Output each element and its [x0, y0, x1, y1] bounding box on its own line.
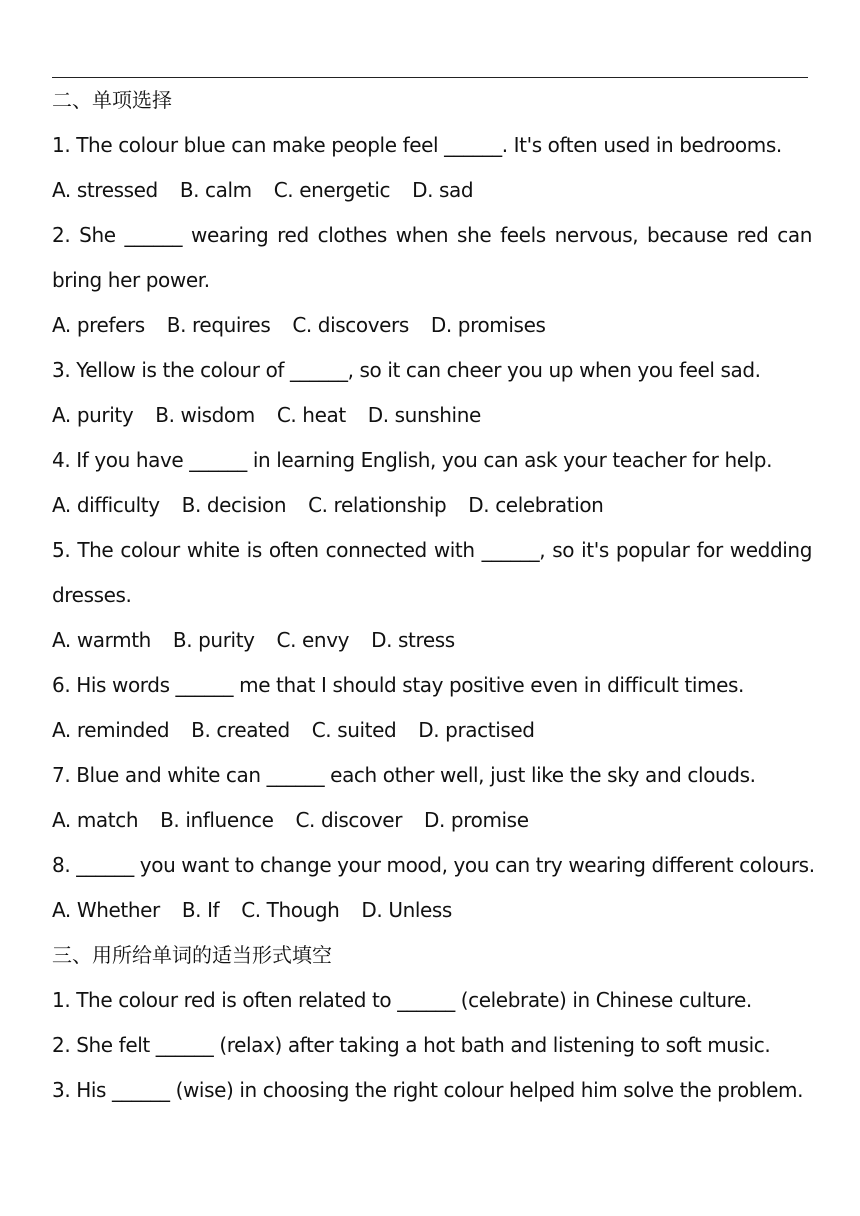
- option-row: [52, 393, 812, 438]
- option-d[interactable]: D. sunshine: [367, 403, 481, 427]
- option-c[interactable]: C. envy: [276, 628, 350, 652]
- option-b[interactable]: B. If: [181, 898, 220, 922]
- option-b[interactable]: B. created: [191, 718, 290, 742]
- option-d[interactable]: D. promises: [430, 313, 546, 337]
- option-row: [52, 708, 812, 753]
- option-row: [52, 303, 812, 348]
- option-b[interactable]: B. requires: [166, 313, 271, 337]
- option-a[interactable]: A. reminded: [52, 718, 170, 742]
- question-2: [52, 213, 812, 348]
- option-b[interactable]: B. wisdom: [155, 403, 255, 427]
- question-stem: 5. The colour white is often connected with ______, so it's popular for wedding dresses.: [52, 538, 812, 607]
- question-stem: 1. The colour blue can make people feel ______. It's often used in bedrooms.: [52, 133, 782, 157]
- fill-in-item-2: 2. She felt ______ (relax) after taking a hot bath and listening to soft music.: [52, 1033, 771, 1057]
- question-stem: 6. His words ______ me that I should stay positive even in difficult times.: [52, 673, 744, 697]
- section-heading-multiple-choice: 二、单项选择: [52, 88, 172, 112]
- option-c[interactable]: C. suited: [311, 718, 397, 742]
- option-c[interactable]: C. discovers: [292, 313, 409, 337]
- option-d[interactable]: D. celebration: [468, 493, 604, 517]
- worksheet: [52, 78, 815, 1113]
- option-b[interactable]: B. purity: [172, 628, 255, 652]
- fill-in-item-1: 1. The colour red is often related to ______ (celebrate) in Chinese culture.: [52, 988, 752, 1012]
- question-stem: 4. If you have ______ in learning English, you can ask your teacher for help.: [52, 448, 773, 472]
- option-c[interactable]: C. heat: [276, 403, 346, 427]
- option-a[interactable]: A. purity: [52, 403, 134, 427]
- option-a[interactable]: A. stressed: [52, 178, 158, 202]
- option-d[interactable]: D. Unless: [361, 898, 452, 922]
- option-a[interactable]: A. difficulty: [52, 493, 160, 517]
- option-row: [52, 483, 812, 528]
- question-5: [52, 528, 812, 663]
- question-stem: 8. ______ you want to change your mood, you can try wearing different colours.: [52, 853, 815, 877]
- option-row: [52, 168, 812, 213]
- option-d[interactable]: D. stress: [371, 628, 455, 652]
- option-row: [52, 618, 812, 663]
- option-c[interactable]: C. energetic: [273, 178, 391, 202]
- option-a[interactable]: A. Whether: [52, 898, 160, 922]
- option-d[interactable]: D. promise: [424, 808, 529, 832]
- option-c[interactable]: C. relationship: [308, 493, 447, 517]
- option-row: [52, 798, 812, 843]
- option-d[interactable]: D. practised: [418, 718, 535, 742]
- question-3: [52, 348, 812, 438]
- option-row: [52, 888, 812, 933]
- option-a[interactable]: A. warmth: [52, 628, 151, 652]
- question-stem: 7. Blue and white can ______ each other well, just like the sky and clouds.: [52, 763, 756, 787]
- option-b[interactable]: B. decision: [181, 493, 287, 517]
- question-4: [52, 438, 812, 528]
- question-7: [52, 753, 812, 843]
- fill-in-item-3: 3. His ______ (wise) in choosing the right colour helped him solve the problem.: [52, 1078, 804, 1102]
- option-d[interactable]: D. sad: [412, 178, 474, 202]
- question-stem: 3. Yellow is the colour of ______, so it can cheer you up when you feel sad.: [52, 358, 761, 382]
- question-8: [52, 843, 815, 933]
- option-c[interactable]: C. discover: [295, 808, 403, 832]
- question-1: [52, 123, 812, 213]
- option-c[interactable]: C. Though: [241, 898, 340, 922]
- question-6: [52, 663, 812, 753]
- option-a[interactable]: A. match: [52, 808, 139, 832]
- option-b[interactable]: B. influence: [160, 808, 274, 832]
- option-a[interactable]: A. prefers: [52, 313, 145, 337]
- option-b[interactable]: B. calm: [179, 178, 252, 202]
- question-stem: 2. She ______ wearing red clothes when she feels nervous, because red can bring her power.: [52, 223, 812, 292]
- section-heading-word-forms: 三、用所给单词的适当形式填空: [52, 943, 332, 967]
